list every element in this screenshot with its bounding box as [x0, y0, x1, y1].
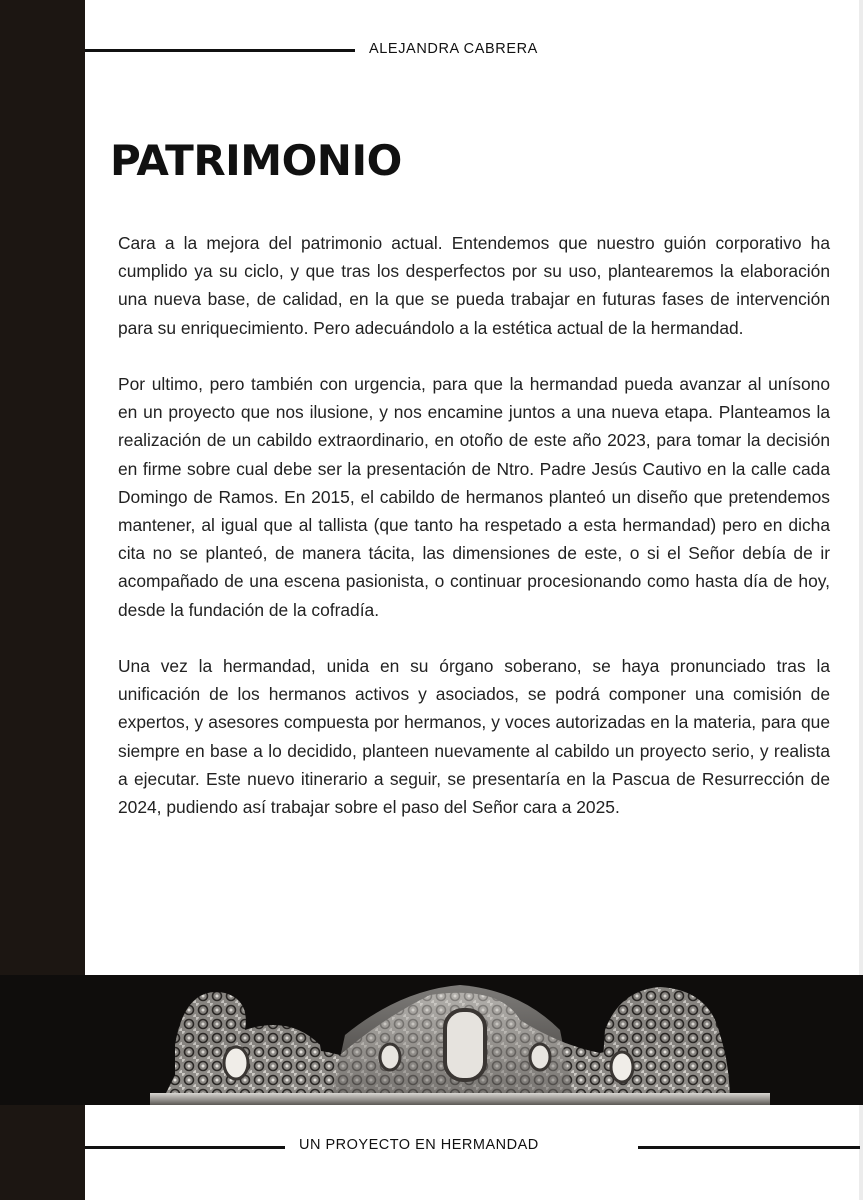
author-name: ALEJANDRA CABRERA [369, 41, 538, 57]
header-rule [85, 49, 355, 52]
ornament-photo [0, 975, 863, 1105]
footer-rule-right [638, 1146, 860, 1149]
paragraph-1: Cara a la mejora del patrimonio actual. Entendemos que nuestro guión corporativo ha cumplido ya su ciclo, y que tras los desperfectos por su uso, plantearemos la elaboración una nueva base, de calidad, en la que se pueda trabajar en futuras fases de intervención para su enriquecimiento. Pero adecuándolo a la estética actual de la hermandad. [118, 233, 830, 338]
body-text [118, 229, 830, 849]
page-title: PATRIMONIO [110, 136, 402, 185]
paragraph-3: Una vez la hermandad, unida en su órgano soberano, se haya pronunciado tras la unificación de los hermanos activos y asociados, se podrá componer una comisión de expertos, y asesores compuesta por hermanos, y voces autorizadas en la materia, para que siempre en base a lo decidido, planteen nuevamente al cabildo un proyecto serio, y realista a ejecutar. Este nuevo itinerario a seguir, se presentaría en la Pascua de Resurrección de 2024, pudiendo así trabajar sobre el paso del Señor cara a 2025. [118, 656, 830, 818]
footer-rule-left [85, 1146, 285, 1149]
footer-text: UN PROYECTO EN HERMANDAD [299, 1137, 539, 1153]
paragraph-2: Por ultimo, pero también con urgencia, para que la hermandad pueda avanzar al unísono en un proyecto que nos ilusione, y nos encamine juntos a una nueva etapa. Planteamos la realización de un cabildo extraordinario, en otoño de este año 2023, para tomar la decisión en firme sobre cual debe ser la presentación de Ntro. Padre Jesús Cautivo en la calle cada Domingo de Ramos. En 2015, el cabildo de hermanos planteó un diseño que pretendemos mantener, al igual que al tallista (que tanto ha respetado a esta hermandad) pero en dicha cita no se planteó, de manera tácita, las dimensiones de este, o si el Señor debía de ir acompañado de una escena pasionista, o continuar procesionando como hasta día de hoy, desde la fundación de la cofradía. [118, 374, 830, 620]
